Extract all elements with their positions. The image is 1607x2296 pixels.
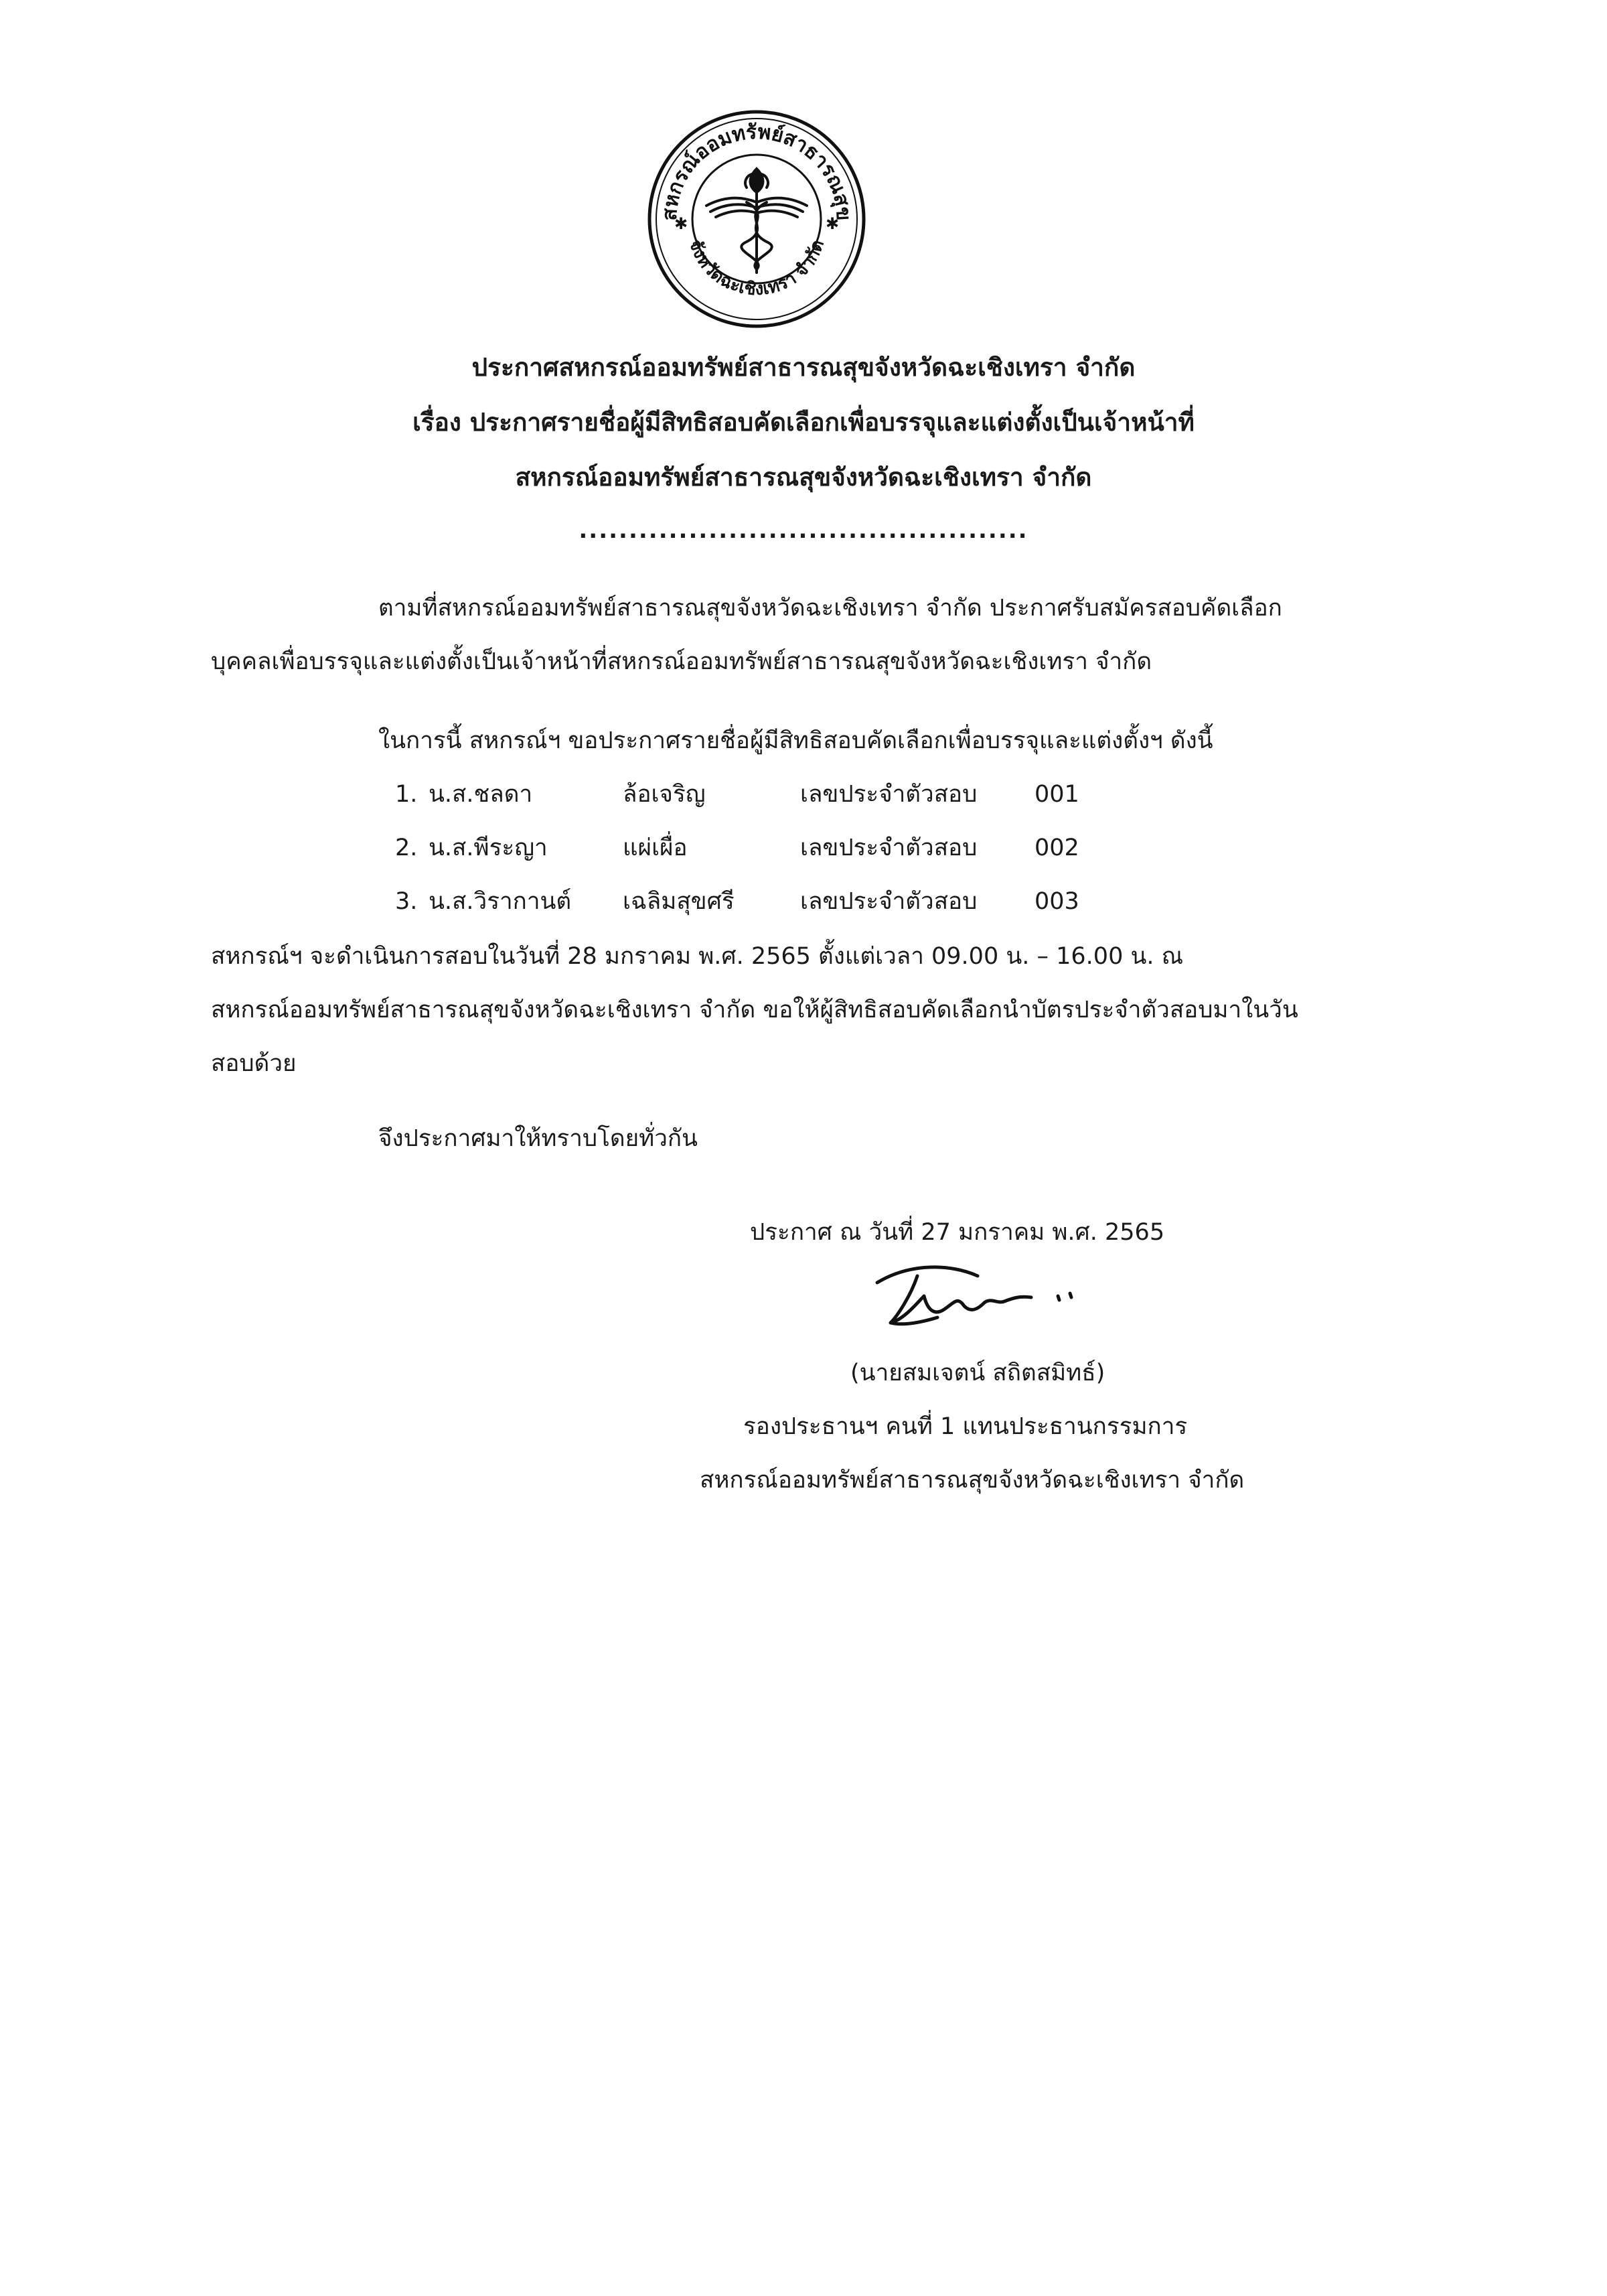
candidate-name: น.ส.พีระญา [429, 835, 548, 861]
exam-id-label: เลขประจำตัวสอบ [800, 835, 978, 861]
paragraph-3-line-1: สหกรณ์ฯ จะดำเนินการสอบในวันที่ 28 มกราคม พ.ศ. 2565 ตั้งแต่เวลา 09.00 น. – 16.00 น. ณ [211, 943, 1184, 970]
candidate-surname: ล้อเจริญ [623, 781, 706, 808]
exam-id: 003 [1035, 888, 1079, 915]
closing-paragraph: จึงประกาศมาให้ทราบโดยทั่วกัน [378, 1125, 698, 1152]
signatory-name: (นายสมเจตน์ สถิตสมิทธ์) [850, 1360, 1105, 1386]
announcement-title [0, 340, 1607, 505]
list-item [395, 875, 1101, 928]
exam-id-label: เลขประจำตัวสอบ [800, 888, 978, 915]
announcement-date: ประกาศ ณ วันที่ 27 มกราคม พ.ศ. 2565 [750, 1219, 1165, 1246]
candidate-number: 2. [395, 835, 418, 861]
candidate-number: 1. [395, 781, 418, 808]
title-subject: เรื่อง ประกาศรายชื่อผู้มีสิทธิสอบคัดเลือกเพื่อบรรจุและแต่งตั้งเป็นเจ้าหน้าที่ [412, 408, 1195, 437]
list-item [395, 821, 1101, 875]
list-item [395, 768, 1101, 821]
candidate-name: น.ส.วิรากานต์ [429, 888, 572, 915]
candidate-name: น.ส.ชลดา [429, 781, 533, 808]
candidate-list [395, 768, 1101, 928]
exam-id: 001 [1035, 781, 1079, 808]
paragraph-1-line-1: ตามที่สหกรณ์ออมทรัพย์สาธารณสุขจังหวัดฉะเชิงเทรา จำกัด ประกาศรับสมัครสอบคัดเลือก [378, 595, 1282, 622]
title-line-1: ประกาศสหกรณ์ออมทรัพย์สาธารณสุขจังหวัดฉะเชิงเทรา จำกัด [471, 353, 1136, 382]
cooperative-seal-icon [646, 109, 867, 330]
exam-id-label: เลขประจำตัวสอบ [800, 781, 978, 808]
signatory-position: รองประธานฯ คนที่ 1 แทนประธานกรรมการ [743, 1413, 1188, 1440]
candidate-surname: เฉลิมสุขศรี [623, 888, 735, 915]
title-line-3: สหกรณ์ออมทรัพย์สาธารณสุขจังหวัดฉะเชิงเทรา จำกัด [515, 463, 1092, 492]
candidate-surname: แผ่เผื่อ [623, 835, 688, 861]
title-separator: ............................................. [579, 517, 1028, 544]
seal-top-text: สหกรณ์ออมทรัพย์สาธารณสุข [658, 120, 856, 222]
svg-text:✱: ✱ [674, 214, 688, 233]
paragraph-1-line-2: บุคคลเพื่อบรรจุและแต่งตั้งเป็นเจ้าหน้าที่สหกรณ์ออมทรัพย์สาธารณสุขจังหวัดฉะเชิงเทรา จำกัด [211, 648, 1152, 675]
paragraph-3-line-2: สหกรณ์ออมทรัพย์สาธารณสุขจังหวัดฉะเชิงเทรา จำกัด ขอให้ผู้สิทธิสอบคัดเลือกนำบัตรประจำตัวสอบมาในวัน [211, 997, 1298, 1023]
candidate-number: 3. [395, 888, 418, 915]
seal-bottom-text: จังหวัดฉะเชิงเทรา จำกัด [685, 237, 829, 300]
exam-id: 002 [1035, 835, 1079, 861]
svg-text:✱: ✱ [826, 214, 840, 233]
paragraph-2: ในการนี้ สหกรณ์ฯ ขอประกาศรายชื่อผู้มีสิทธิสอบคัดเลือกเพื่อบรรจุและแต่งตั้งฯ ดังนี้ [378, 727, 1213, 754]
handwritten-signature-icon [870, 1256, 1098, 1336]
signatory-organization: สหกรณ์ออมทรัพย์สาธารณสุขจังหวัดฉะเชิงเทรา จำกัด [700, 1467, 1245, 1494]
paragraph-3-line-3: สอบด้วย [211, 1050, 297, 1077]
